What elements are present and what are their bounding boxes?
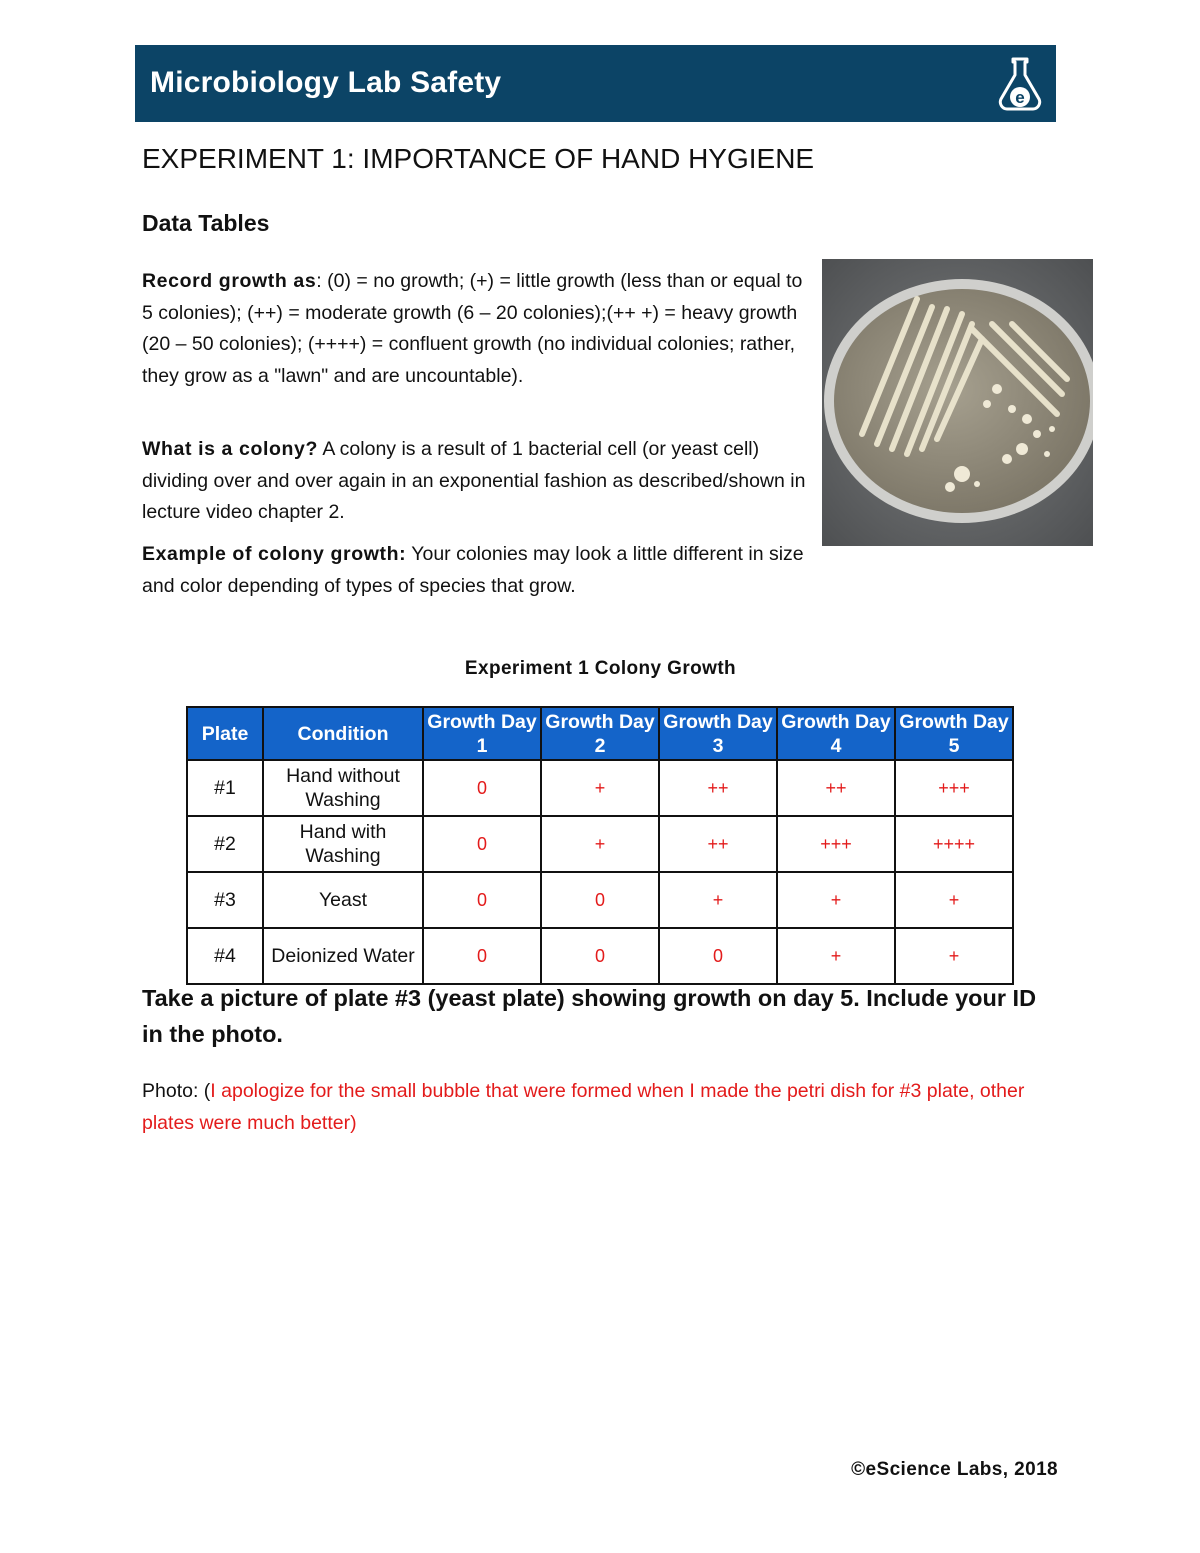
record-growth-text: : (0) = no growth; (+) = little growth (less than or equal to 5 colonies); (++) = moderate growth (6 – 20 colonies);(++ +) = heavy growth (20 – 50 colonies); (++++) = confluent growth (no individual colonies; rather, they grow as a "lawn" and are uncountable). [142, 270, 803, 387]
growth-cell: 0 [541, 872, 659, 928]
growth-cell: 0 [423, 872, 541, 928]
photo-note-text: I apologize for the small bubble that were formed when I made the petri dish for #3 plate, other plates were much better) [142, 1080, 1025, 1134]
plate-cell: #4 [187, 928, 263, 984]
growth-cell: + [541, 816, 659, 872]
record-growth-label: Record growth as [142, 270, 317, 292]
table-row [187, 816, 1013, 872]
plate-cell: #2 [187, 816, 263, 872]
photo-instruction: Take a picture of plate #3 (yeast plate) showing growth on day 5. Include your ID in the photo. [142, 985, 1037, 1047]
petri-dish-photo [822, 259, 1093, 546]
colony-definition-text: A colony is a result of 1 bacterial cell (or yeast cell) dividing over and over again in an exponential fashion as described/shown in lecture video chapter 2. [142, 438, 806, 523]
table-row [187, 760, 1013, 816]
growth-cell: 0 [541, 928, 659, 984]
plate-cell: #3 [187, 872, 263, 928]
table-caption: Experiment 1 Colony Growth [464, 658, 737, 679]
growth-cell: 0 [423, 816, 541, 872]
header-banner [135, 45, 1056, 122]
condition-cell: Hand without Washing [263, 760, 423, 816]
growth-cell: + [895, 872, 1013, 928]
svg-text:e: e [1015, 88, 1025, 107]
colony-definition-paragraph [142, 434, 807, 529]
col-header-condition: Condition [263, 707, 423, 760]
record-growth-paragraph [142, 266, 807, 392]
condition-cell: Deionized Water [263, 928, 423, 984]
growth-cell: ++ [777, 760, 895, 816]
growth-cell: 0 [423, 760, 541, 816]
growth-cell: ++++ [895, 816, 1013, 872]
col-header-day2: Growth Day 2 [541, 707, 659, 760]
growth-cell: ++ [659, 816, 777, 872]
condition-cell: Hand with Washing [263, 816, 423, 872]
growth-cell: +++ [777, 816, 895, 872]
table-header-row [187, 707, 1013, 760]
growth-cell: 0 [423, 928, 541, 984]
growth-cell: + [659, 872, 777, 928]
growth-cell: + [777, 928, 895, 984]
section-title: Data Tables [142, 210, 270, 236]
condition-cell: Yeast [263, 872, 423, 928]
growth-cell: + [895, 928, 1013, 984]
colony-example-label: Example of colony growth: [142, 543, 407, 565]
table-row [187, 872, 1013, 928]
col-header-day1: Growth Day 1 [423, 707, 541, 760]
colony-growth-table [186, 706, 1014, 985]
colony-definition-label: What is a colony? [142, 438, 318, 460]
col-header-day3: Growth Day 3 [659, 707, 777, 760]
flask-e-logo-icon [994, 53, 1046, 115]
growth-cell: + [541, 760, 659, 816]
header-title: Microbiology Lab Safety [150, 66, 502, 99]
plate-cell: #1 [187, 760, 263, 816]
colony-example-paragraph [142, 539, 807, 602]
experiment-title: EXPERIMENT 1: IMPORTANCE OF HAND HYGIENE [142, 143, 815, 174]
photo-note-label: Photo: ( [142, 1080, 211, 1102]
growth-cell: + [777, 872, 895, 928]
growth-cell: 0 [659, 928, 777, 984]
col-header-day4: Growth Day 4 [777, 707, 895, 760]
footer-copyright: ©eScience Labs, 2018 [851, 1459, 1058, 1480]
photo-note [142, 1076, 1042, 1139]
growth-cell: ++ [659, 760, 777, 816]
table-row [187, 928, 1013, 984]
col-header-plate: Plate [187, 707, 263, 760]
growth-cell: +++ [895, 760, 1013, 816]
colony-example-text: Your colonies may look a little different in size and color depending of types of species that grow. [142, 543, 804, 597]
col-header-day5: Growth Day 5 [895, 707, 1013, 760]
